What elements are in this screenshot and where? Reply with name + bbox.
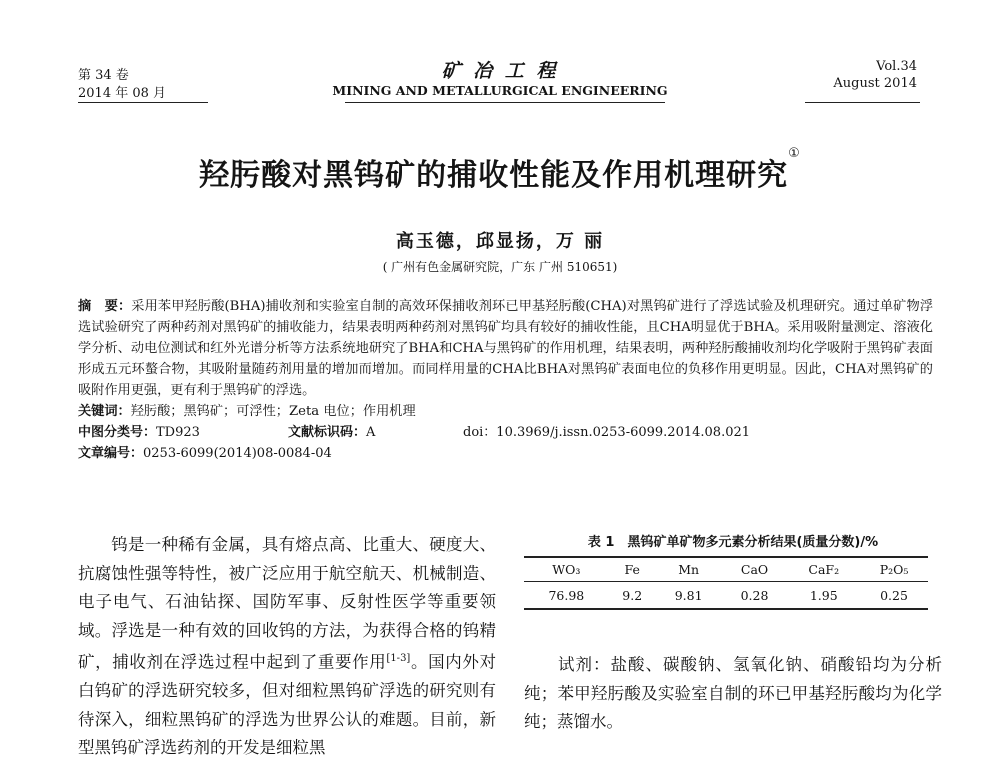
- reagents-text: 试剂：盐酸、碳酸钠、氢氧化钠、硝酸铅均为分析纯；苯甲羟肟酸及实验室自制的环已甲基羟肟酸均为化学纯；蒸馏水。: [524, 655, 942, 731]
- citation-ref: [1-3]: [386, 653, 411, 664]
- table-header-cell: CaO: [722, 557, 788, 582]
- table-header-row: [524, 557, 928, 582]
- affiliation: ( 广州有色金属研究院，广东 广州 510651): [382, 260, 618, 274]
- keywords-text: 羟肟酸；黑钨矿；可浮性；Zeta 电位；作用机理: [130, 404, 416, 419]
- table-header-cell: Fe: [609, 557, 656, 582]
- table-cell: 0.25: [860, 582, 928, 610]
- title-footnote-mark: ①: [788, 146, 801, 161]
- journal-title-cn: 矿 冶 工 程: [441, 60, 559, 82]
- volume-cn: 第 34 卷: [78, 68, 129, 83]
- table-cell: 76.98: [524, 582, 609, 610]
- classification-line: [78, 422, 933, 443]
- clc: 中图分类号：TD923: [78, 425, 200, 440]
- header-rule-right: [805, 102, 920, 103]
- keywords-label: 关键词：: [78, 404, 131, 419]
- intro-text-cont: 。国内外对白钨矿的浮选研究较多，但对细粒黑钨矿浮选的研究则有待深入，细粒黑钨矿的浮选为世界公认的难题。目前，新型黑钨矿浮选药剂的开发是细粒黑: [78, 652, 497, 757]
- doi: doi：10.3969/j.issn.0253-6099.2014.08.021: [463, 425, 751, 440]
- article-number: 文章编号：0253-6099(2014)08-0084-04: [78, 446, 332, 461]
- authors: 高玉德，邱显扬，万 丽: [395, 231, 605, 252]
- table-cell: 9.2: [609, 582, 656, 610]
- table-cell: 1.95: [787, 582, 860, 610]
- table-cell: 9.81: [656, 582, 722, 610]
- doc-code: 文献标识码：A: [288, 425, 376, 440]
- abstract-block: [78, 296, 933, 464]
- keywords: [78, 401, 933, 422]
- table-cell: 0.28: [722, 582, 788, 610]
- table-header-cell: CaF₂: [787, 557, 860, 582]
- date-en: August 2014: [833, 76, 917, 91]
- intro-text: 钨是一种稀有金属，具有熔点高、比重大、硬度大、抗腐蚀性强等特性，被广泛应用于航空航天、机械制造、电子电气、石油钻探、国防军事、反射性医学等重要领域。浮选是一种有效的回收钨的方法，为获得合格的钨精矿，捕收剂在浮选过程中起到了重要作用: [78, 535, 496, 672]
- abstract-label: 摘 要：: [78, 299, 132, 314]
- table-header-cell: Mn: [656, 557, 722, 582]
- volume-en: Vol.34: [876, 59, 917, 74]
- abstract: [78, 296, 933, 401]
- table-row: [524, 582, 928, 610]
- header-rule-center: [345, 102, 665, 103]
- abstract-text: 采用苯甲羟肟酸(BHA)捕收剂和实验室自制的高效环保捕收剂环已甲基羟肟酸(CHA)对黑钨矿进行了浮选试验及机理研究。通过单矿物浮选试验研究了两种药剂对黑钨矿的捕收能力，结果表明两种药剂对黑钨矿均具有较好的捕收性能，且CHA明显优于BHA。采用吸附量测定、溶液化学分析、动电位测试和红外光谱分析等方法系统地研究了BHA和CHA与黑钨矿的作用机理，结果表明，两种羟肟酸捕收剂均化学吸附于黑钨矿表面形成五元环螯合物，其吸附量随药剂用量的增加而增加。而同样用量的CHA比BHA对黑钨矿表面电位的负移作用更明显。因此，CHA对黑钨矿的吸附作用更强，更有利于黑钨矿的浮选。: [78, 299, 934, 398]
- date-cn: 2014 年 08 月: [78, 86, 167, 101]
- composition-table: [524, 556, 928, 610]
- paper-title: 羟肟酸对黑钨矿的捕收性能及作用机理研究①: [199, 146, 801, 193]
- journal-title-en: MINING AND METALLURGICAL ENGINEERING: [332, 83, 668, 98]
- table-header-cell: WO₃: [524, 557, 609, 582]
- body-left-column: [78, 531, 496, 763]
- table-caption: 表 1 黑钨矿单矿物多元素分析结果(质量分数)/%: [587, 535, 879, 550]
- body-right-column: [524, 651, 942, 737]
- table-header-cell: P₂O₅: [860, 557, 928, 582]
- header-rule-left: [78, 102, 208, 103]
